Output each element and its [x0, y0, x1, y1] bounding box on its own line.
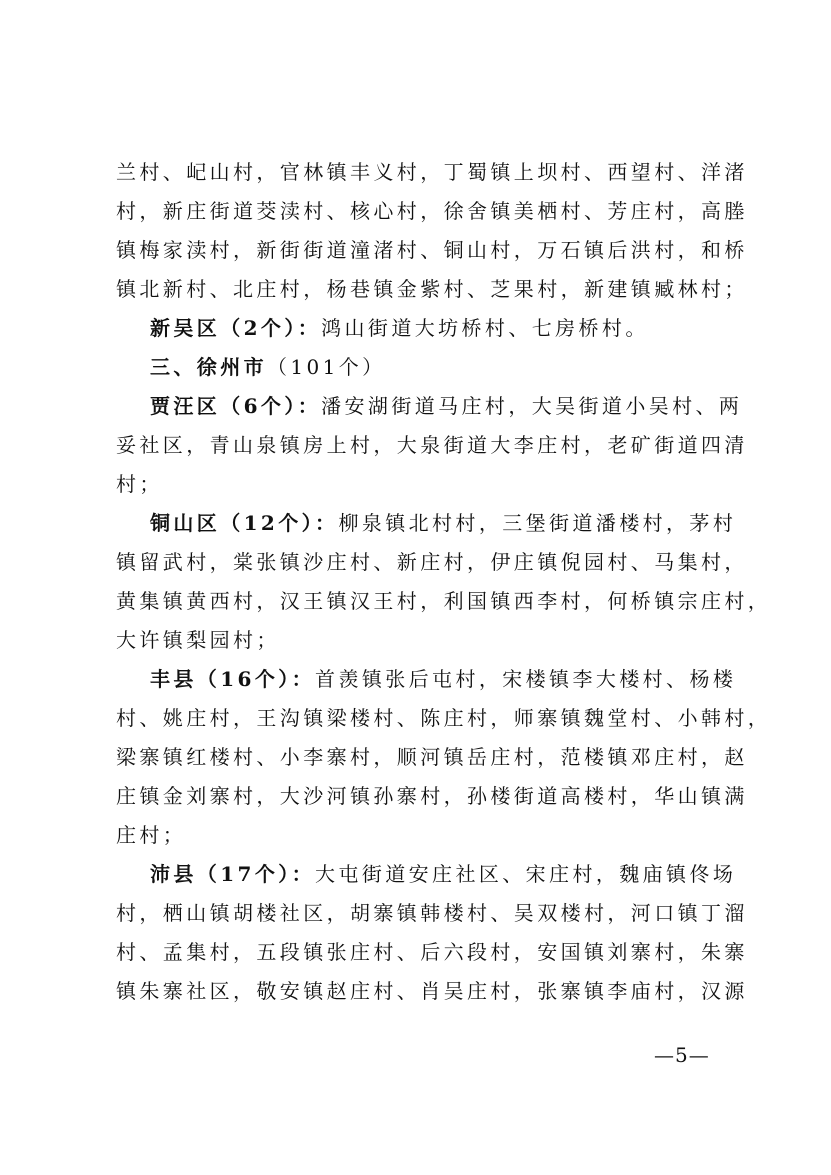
jiawang-paragraph — [150, 392, 742, 420]
fengxian-label: 丰县（16个）： — [150, 667, 316, 691]
text-line: 黄集镇黄西村，汉王镇汉王村，利国镇西李村，何桥镇宗庄村， — [116, 589, 772, 613]
text-line: 镇留武村，棠张镇沙庄村、新庄村，伊庄镇倪园村、马集村， — [116, 550, 748, 574]
text-line: 梁寨镇红楼村、小李寨村，顺河镇岳庄村，范楼镇邓庄村，赵 — [116, 745, 748, 769]
text-line: 村、姚庄村，王沟镇梁楼村、陈庄村，师寨镇魏堂村、小韩村， — [116, 706, 772, 730]
jiawang-first-line: 潘安湖街道马庄村，大吴街道小吴村、两 — [321, 394, 743, 418]
xinwu-text: 鸿山街道大坊桥村、七房桥村。 — [321, 316, 649, 340]
text-line: 村，新庄街道茭渎村、核心村，徐舍镇美栖村、芳庄村，高塍 — [116, 199, 748, 223]
text-line: 庄镇金刘寨村，大沙河镇孙寨村，孙楼街道高楼村，华山镇满 — [116, 784, 748, 808]
page-number: —5— — [654, 1043, 710, 1067]
fengxian-first-line: 首羡镇张后屯村，宋楼镇李大楼村、杨楼 — [315, 667, 737, 691]
text-line: 村； — [116, 472, 163, 496]
fengxian-paragraph — [150, 665, 736, 693]
peixian-first-line: 大屯街道安庄社区、宋庄村，魏庙镇佟场 — [315, 862, 737, 886]
text-line: 村，栖山镇胡楼社区，胡寨镇韩楼村、吴双楼村，河口镇丁溜 — [116, 901, 748, 925]
jiawang-label: 贾汪区（6个）： — [150, 394, 322, 418]
xuzhou-heading-label: 三、徐州市 — [150, 355, 267, 379]
tongshan-label: 铜山区（12个）： — [150, 511, 339, 535]
xuzhou-heading — [150, 353, 386, 381]
text-line: 镇北新村、北庄村，杨巷镇金紫村、芝果村，新建镇臧林村； — [116, 277, 748, 301]
text-line: 兰村、屺山村，官林镇丰义村，丁蜀镇上坝村、西望村、洋渚 — [116, 160, 748, 184]
peixian-label: 沛县（17个）： — [150, 862, 316, 886]
text-line: 镇梅家渎村，新街街道潼渚村、铜山村，万石镇后洪村，和桥 — [116, 238, 748, 262]
text-line: 妥社区，青山泉镇房上村，大泉街道大李庄村，老矿街道四清 — [116, 433, 748, 457]
text-line: 镇朱寨社区，敬安镇赵庄村、肖吴庄村，张寨镇李庙村，汉源 — [116, 979, 748, 1003]
tongshan-first-line: 柳泉镇北村村，三堡街道潘楼村，茅村 — [338, 511, 737, 535]
text-line: 村、孟集村，五段镇张庄村、后六段村，安国镇刘寨村，朱寨 — [116, 940, 748, 964]
xinwu-paragraph — [150, 314, 649, 342]
xuzhou-heading-count: （101个） — [267, 355, 386, 379]
tongshan-paragraph — [150, 509, 736, 537]
text-line: 大许镇梨园村； — [116, 628, 280, 652]
peixian-paragraph — [150, 860, 736, 888]
text-line: 庄村； — [116, 823, 187, 847]
xinwu-label: 新吴区（2个）： — [150, 316, 322, 340]
